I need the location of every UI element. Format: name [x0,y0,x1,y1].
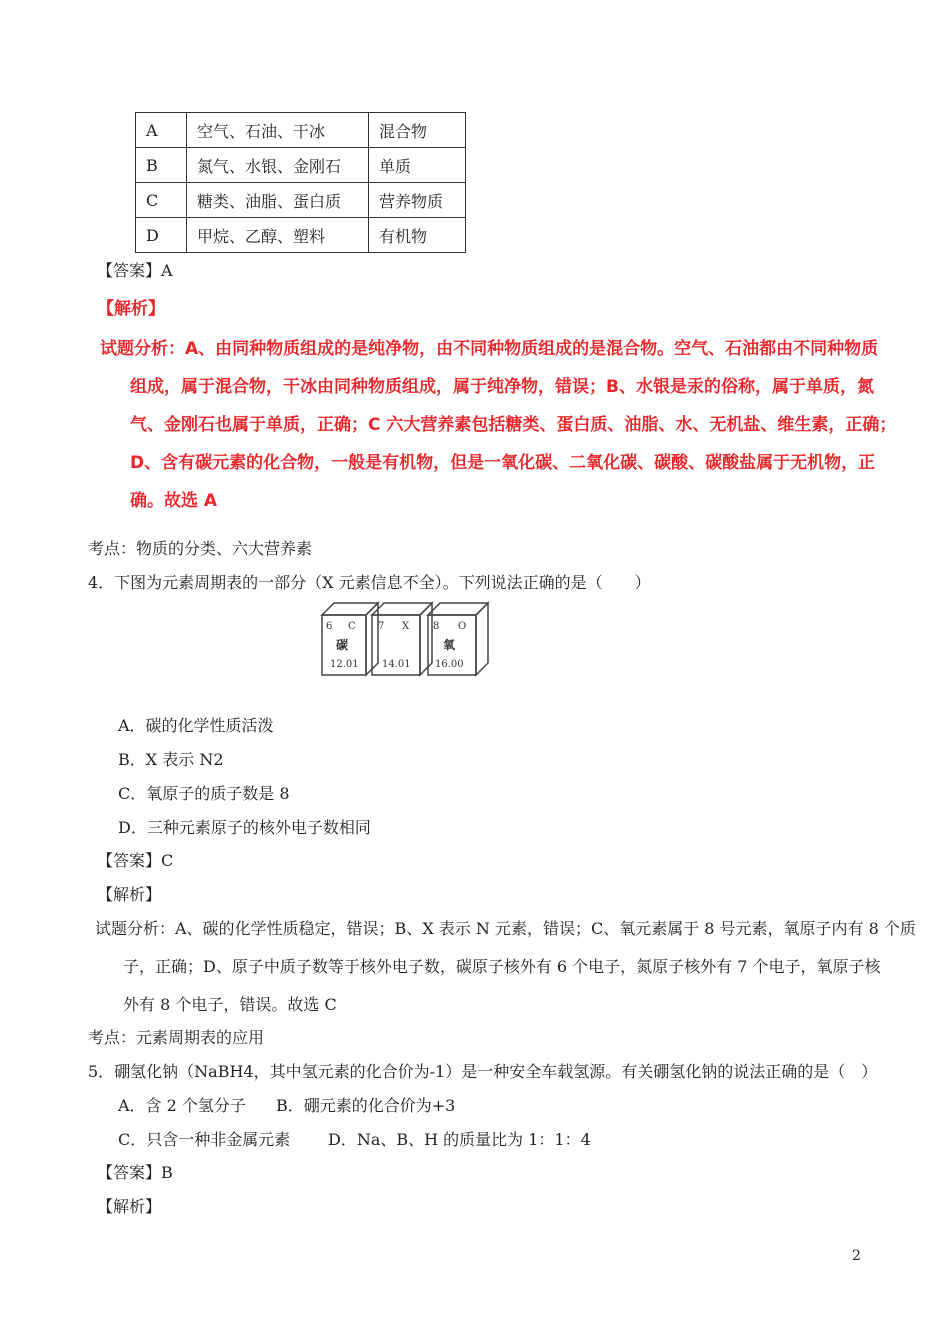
analysis-line: 组成，属于混合物，干冰由同种物质组成，属于纯净物，错误；B、水银是汞的俗称，属于单质，氮 [130,377,874,397]
periodic-table-figure [320,601,500,679]
q5-option-b: B．硼元素的化合价为+3 [276,1096,456,1115]
q5-option-c: C．只含一种非金属元素 [118,1130,291,1149]
analysis-line: D、含有碳元素的化合物，一般是有机物，但是一氧化碳、二氧化碳、碳酸、碳酸盐属于无机物，正 [130,453,876,473]
q4-kaodian: 考点：元素周期表的应用 [88,1028,265,1047]
row-category: 营养物质 [369,183,466,218]
row-items: 甲烷、乙醇、塑料 [187,218,369,253]
table-row [136,183,466,218]
q5-answer: 【答案】B [97,1163,173,1182]
q3-analysis-heading: 【解析】 [97,299,165,319]
q3-analysis [100,330,897,520]
row-items: 氮气、水银、金刚石 [187,148,369,183]
q5-option-d: D．Na、B、H 的质量比为 1：1：4 [328,1130,591,1149]
table-row [136,148,466,183]
element-symbol: X [402,621,410,632]
analysis-line: 试题分析：A、碳的化学性质稳定，错误；B、X 表示 N 元素，错误；C、氧元素属于 8 号元素，氧原子内有 8 个质 [95,919,916,938]
q5-question: 5．硼氢化钠（NaBH4，其中氢元素的化合价为-1）是一种安全车载氢源。有关硼氢化钠的说法正确的是（ ） [88,1062,878,1081]
analysis-line: 试题分析：A、由同种物质组成的是纯净物，由不同种物质组成的是混合物。空气、石油都由不同种物质 [100,339,879,359]
row-items: 糖类、油脂、蛋白质 [187,183,369,218]
row-category: 单质 [369,148,466,183]
q4-option-a: A．碳的化学性质活泼 [118,716,274,735]
element-number: 7 [378,621,385,632]
q4-option-d: D．三种元素原子的核外电子数相同 [118,818,371,837]
q3-answer: 【答案】A [97,261,173,280]
q4-analysis [95,910,916,1024]
row-letter: D [136,218,187,253]
element-mass: 14.01 [382,659,411,670]
element-mass: 16.00 [435,659,464,670]
row-items: 空气、石油、干冰 [187,113,369,148]
q4-analysis-heading: 【解析】 [97,885,162,904]
row-letter: C [136,183,187,218]
analysis-line: 外有 8 个电子，错误。故选 C [123,995,337,1014]
q5-option-a: A．含 2 个氢分子 [118,1096,246,1115]
q4-answer: 【答案】C [97,851,174,870]
classification-table [135,112,466,253]
q4-option-c: C．氧原子的质子数是 8 [118,784,290,803]
analysis-line: 子，正确；D、原子中质子数等于核外电子数，碳原子核外有 6 个电子，氮原子核外有 7 个电子，氧原子核 [123,957,881,976]
row-category: 混合物 [369,113,466,148]
row-letter: A [136,113,187,148]
element-name: 碳 [336,638,349,652]
q3-kaodian: 考点：物质的分类、六大营养素 [88,539,313,558]
q5-analysis-heading: 【解析】 [97,1197,162,1216]
table-row [136,113,466,148]
element-symbol: C [348,621,356,632]
element-number: 6 [326,621,333,632]
analysis-line: 气、金刚石也属于单质，正确；C 六大营养素包括糖类、蛋白质、油脂、水、无机盐、维生素，正确； [130,415,897,435]
row-category: 有机物 [369,218,466,253]
q4-question: 4．下图为元素周期表的一部分（X 元素信息不全）。下列说法正确的是（ ） [88,573,651,592]
analysis-line: 确。故选 A [130,491,218,511]
element-mass: 12.01 [330,659,359,670]
table-row [136,218,466,253]
row-letter: B [136,148,187,183]
element-symbol: O [458,621,467,632]
element-number: 8 [433,621,440,632]
page-number: 2 [852,1248,861,1264]
q4-option-b: B．X 表示 N2 [118,750,224,769]
element-name: 氧 [443,638,456,652]
